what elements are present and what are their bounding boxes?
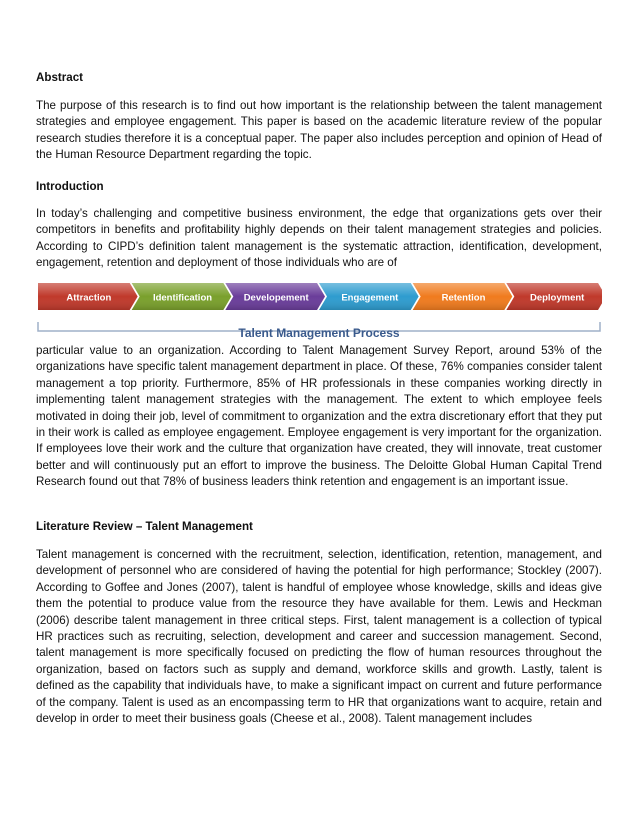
talent-management-process-figure bbox=[36, 279, 602, 342]
literature-review-text: Talent management is concerned with the recruitment, selection, identification, retention, management, and development of personnel who are considered of having the potential for high performance; Stockley (2007). According to Goffee and Jones (2007), talent is handful of employee whose knowledge, skills and ideas give them the potential to produce value from the resource they have available for them. Lewis and Heckman (2006) describe talent management in three critical steps. First, talent management is a collection of typical HR practices such as recruiting, selection, development and career and succession management. Second, talent management is more specifically focused on predicting the flow of human resources throughout the organization, based on factors such as supply and demand, workforce skills and growth. Lastly, talent is defined as the capability that individuals have, to make a significant impact on current and future performance of the company. Talent is used as an encompassing term to HR that organizations want to acquire, retain and develop in order to meet their business goals (Cheese et al., 2008). Talent management includes bbox=[36, 548, 602, 726]
abstract-heading: Abstract bbox=[36, 71, 84, 84]
process-step-label: Retention bbox=[441, 292, 486, 304]
process-step-label: Developement bbox=[243, 292, 309, 304]
introduction-text-part2: particular value to an organization. According to Talent Management Survey Report, around 53% of the organizations have specific talent management department in place. Of these, 76% companies consider talent management a top priority. Furthermore, 85% of HR professionals in these companies working directly in implementing talent management strategies with the management. The extent to which employee feels motivated in doing their job, level of commitment to organization and the extra discretionary effort that they put in their work is called as employee engagement. Employee engagement is very important for the organization. If employees love their work and the culture that organization have created, they will innovate, treat customer better and will continuously put an effort to improve the business. The Deloitte Global Human Capital Trend Research found out that 78% of business leaders think retention and engagement is an important issue. bbox=[36, 344, 602, 489]
process-step-label: Engagement bbox=[341, 292, 399, 304]
process-step-label: Identification bbox=[152, 292, 213, 304]
introduction-text-part1: In today’s challenging and competitive business environment, the edge that organizations gets over their competitors in benefits and profitability highly depends on their talent management strategies and policies. According to CIPD’s definition talent management is the systematic attraction, identification, development, engagement, retention and deployment of those individuals who are of bbox=[36, 207, 602, 270]
figure-caption: Talent Management Process bbox=[238, 326, 400, 340]
process-diagram bbox=[36, 279, 602, 342]
abstract-text: The purpose of this research is to find out how important is the relationship between the talent management strategies and employee engagement. This paper is based on the academic literature review of the popular research studies therefore it is a conceptual paper. The paper also includes perception and opinion of Head of the Human Resource Department regarding the topic. bbox=[36, 99, 602, 162]
literature-review-heading: Literature Review – Talent Management bbox=[36, 520, 253, 533]
process-step-label: Deployment bbox=[529, 292, 585, 304]
process-step-label: Attraction bbox=[66, 292, 112, 304]
introduction-heading: Introduction bbox=[36, 180, 104, 193]
